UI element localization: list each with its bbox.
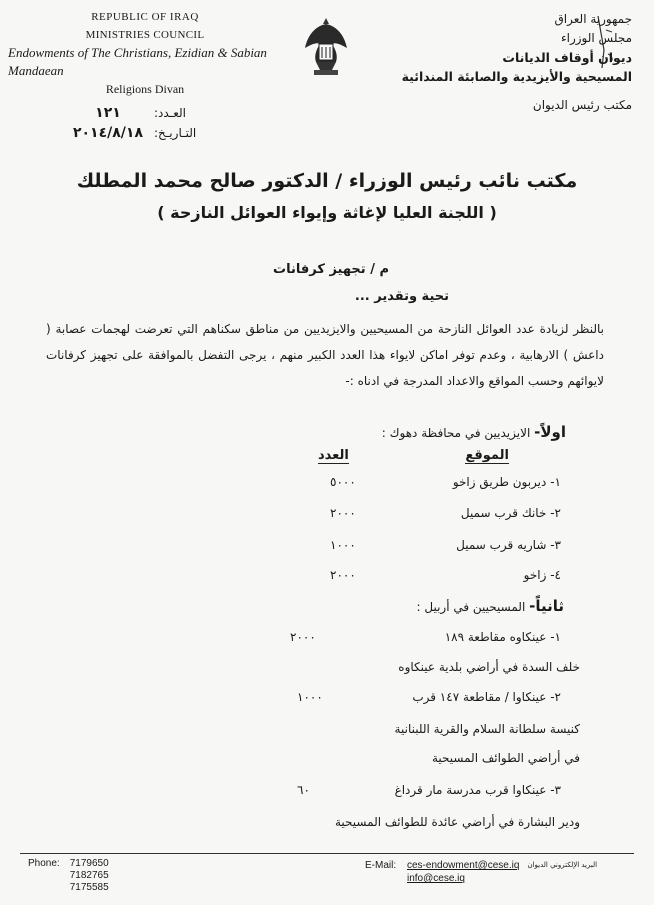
list-item: ٣- شاريه قرب سميل — [456, 538, 561, 552]
list-item-count: ٢٠٠٠ — [330, 506, 356, 520]
reference-date-value: ٢٠١٤/٨/١٨ — [72, 125, 144, 141]
letterhead-country: REPUBLIC OF IRAQ — [91, 11, 199, 23]
list-item-count: ٦٠ — [297, 783, 310, 797]
iraq-eagle-emblem — [302, 14, 350, 78]
reference-date-label: التـاريـخ: — [154, 126, 197, 140]
letterhead-office: Endowments of The Christians, Ezidian & Sabian Mandaean — [8, 45, 267, 78]
reference-block — [68, 103, 258, 143]
section1-title: الايزيديين في محافظة دهوك : — [381, 426, 531, 440]
section2-heading — [417, 597, 565, 615]
email-address[interactable]: info@cese.iq — [407, 873, 465, 884]
reference-number — [68, 103, 258, 123]
email-address[interactable]: ces-endowment@cese.iq — [407, 860, 520, 871]
column-header-location: الموقع — [465, 448, 509, 463]
letterhead-arabic — [372, 10, 632, 115]
letterhead-council: MINISTRIES COUNCIL — [85, 29, 205, 41]
greeting: تحية وتقدير ... — [354, 289, 449, 304]
list-item-count: ٢٠٠٠ — [290, 630, 316, 644]
list-item: ١- ديربون طريق زاخو — [452, 475, 561, 489]
subject-line: م / تجهيز كرفانات — [273, 262, 389, 277]
list-item-detail: في أراضي الطوائف المسيحية — [431, 751, 580, 765]
list-item-count: ١٠٠٠ — [297, 690, 323, 704]
phone-number: 7175585 — [69, 882, 109, 893]
recipient-title: مكتب نائب رئيس الوزراء / الدكتور صالح محمد المطلك — [76, 170, 578, 192]
list-item: ١- عينكاوه مقاطعة ١٨٩ — [444, 630, 561, 644]
list-item-count: ١٠٠٠ — [330, 538, 356, 552]
letterhead-divan: Religions Divan — [105, 82, 185, 96]
list-item: ٢- عينكاوا / مقاطعة ١٤٧ قرب — [412, 690, 561, 704]
reference-number-label: العـدد: — [154, 106, 186, 120]
body-paragraph: بالنظر لزيادة عدد العوائل النازحة من المسيحيين والايزيديين من مناطق سكناهم التي تعرضت لهجمات عصابة ( داعش ) الارهابية ، وعدم توفر اماكن لايواء هذا العدد الكبير منهم ، يرجى التفضل بالموافقة على تجهيز كرفانات لايوائهم وحسب المواقع والاعداد المدرجة في ادناه :- — [46, 322, 604, 388]
list-item-detail: ودير البشارة في أراضي عائدة للطوائف المسيحية — [335, 815, 580, 829]
footer-emails — [365, 859, 597, 885]
letterhead-ar-divan: ديوان أوقاف الديانات — [502, 50, 632, 65]
list-item-count: ٥٠٠٠ — [330, 475, 356, 489]
list-item: ٤- زاخو — [523, 568, 561, 582]
reference-number-value: ١٢١ — [95, 105, 121, 121]
list-item-count: ٢٠٠٠ — [330, 568, 356, 582]
column-header-count: العدد — [318, 448, 349, 463]
list-item: ٢- خانك قرب سميل — [460, 506, 561, 520]
email-label: E-Mail: — [365, 860, 397, 871]
list-item-detail: كنيسة سلطانة السلام والقرية اللبنانية — [394, 722, 580, 736]
letterhead-ar-council: مجلس الوزراء — [560, 31, 632, 45]
phone-number: 7179650 — [69, 858, 109, 869]
phone-number: 7182765 — [69, 870, 109, 881]
section2-title: المسيحيين في أربيل : — [416, 600, 526, 614]
letterhead-ar-country: جمهورية العراق — [554, 12, 632, 26]
section2-ordinal: ثانياً- — [529, 597, 564, 615]
letterhead-ar-religions: المسيحية والأيزيدية والصابئة المندائية — [401, 69, 632, 84]
section1-ordinal: اولاً- — [534, 423, 566, 441]
footer-divider — [20, 853, 634, 854]
reference-date — [68, 123, 258, 143]
section1-heading — [382, 423, 566, 441]
footer-phones — [28, 858, 109, 894]
list-item: ٣- عينكاوا قرب مدرسة مار قرداغ — [394, 783, 561, 797]
list-item-detail: خلف السدة في أراضي بلدية عينكاوه — [398, 660, 580, 674]
committee-title: ( اللجنة العليا لإغاثة وإيواء العوائل النازحة ) — [157, 203, 497, 222]
letterhead-english — [0, 8, 290, 98]
email-label-arabic: البريد الإلكتروني الديوان — [527, 861, 598, 869]
letterhead-ar-office: مكتب رئيس الديوان — [532, 98, 632, 112]
phone-label: Phone: — [28, 858, 60, 869]
